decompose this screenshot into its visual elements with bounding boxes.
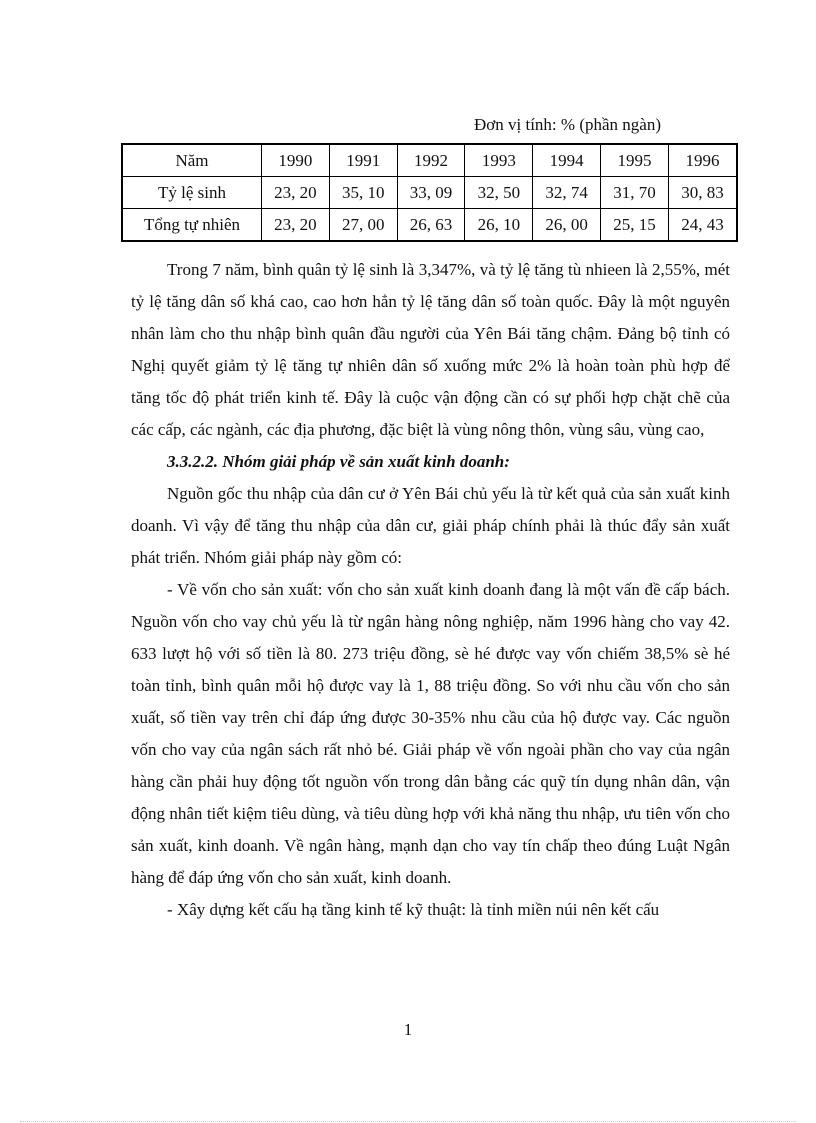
document-body	[131, 254, 730, 926]
table-row-birth-rate	[122, 177, 737, 209]
value-cell: 23, 20	[262, 177, 330, 209]
row-label-cell: Tổng tự nhiên	[122, 209, 262, 242]
section-heading: 3.3.2.2. Nhóm giải pháp về sản xuất kinh doanh:	[167, 452, 510, 471]
table-row-natural-total	[122, 209, 737, 242]
year-cell: 1991	[329, 144, 397, 177]
page-number: 1	[403, 1020, 413, 1039]
year-cell: 1995	[601, 144, 669, 177]
value-cell: 32, 74	[533, 177, 601, 209]
paragraph-population-growth: Trong 7 năm, bình quân tỷ lệ sinh là 3,347%, và tỷ lệ tăng tù nhieen là 2,55%, mét tỷ lệ tăng dân số khá cao, cao hơn hẳn tỷ lệ tăng dân số toàn quốc. Đây là một nguyên nhân làm cho thu nhập bình quân đầu người của Yên Bái tăng chậm. Đảng bộ tỉnh có Nghị quyết giảm tỷ lệ tăng tự nhiên dân số xuống mức 2% là hoàn toàn phù hợp để tăng tốc độ phát triển kinh tế. Đây là cuộc vận động cần có sự phối hợp chặt chẽ của các cấp, các ngành, các địa phương, đặc biệt là vùng nông thôn, vùng sâu, vùng cao,	[131, 260, 730, 439]
year-cell: 1996	[668, 144, 737, 177]
birth-rate-table	[121, 143, 738, 242]
value-cell: 30, 83	[668, 177, 737, 209]
year-cell: 1993	[465, 144, 533, 177]
value-cell: 25, 15	[601, 209, 669, 242]
value-cell: 23, 20	[262, 209, 330, 242]
table-header-row	[122, 144, 737, 177]
paragraph-capital: - Về vốn cho sản xuất: vốn cho sản xuất kinh doanh đang là một vấn đề cấp bách. Nguồn vốn cho vay chủ yếu là từ ngân hàng nông nghiệp, năm 1996 hàng cho vay 42. 633 lượt hộ với số tiền là 80. 273 triệu đồng, sè hé được vay vốn chiếm 38,5% sè hé toàn tỉnh, bình quân mỗi hộ được vay là 1, 88 triệu đồng. So với nhu cầu vốn cho sản xuất, số tiền vay trên chỉ đáp ứng được 30-35% nhu cầu của hộ được vay. Các nguồn vốn cho vay của ngân sách rất nhỏ bé. Giải pháp về vốn ngoài phần cho vay của ngân hàng cần phải huy động tốt nguồn vốn trong dân bằng các quỹ tín dụng nhân dân, vận động nhân tiết kiệm tiêu dùng, và tiêu dùng hợp với khả năng thu nhập, ưu tiên vốn cho sản xuất, kinh doanh. Về ngân hàng, mạnh dạn cho vay tín chấp theo đúng Luật Ngân hàng để đáp ứng vốn cho sản xuất, kinh doanh.	[131, 580, 730, 887]
value-cell: 26, 10	[465, 209, 533, 242]
row-label-cell: Tỷ lệ sinh	[122, 177, 262, 209]
value-cell: 33, 09	[397, 177, 465, 209]
year-cell: 1990	[262, 144, 330, 177]
value-cell: 31, 70	[601, 177, 669, 209]
value-cell: 32, 50	[465, 177, 533, 209]
value-cell: 35, 10	[329, 177, 397, 209]
value-cell: 26, 63	[397, 209, 465, 242]
value-cell: 24, 43	[668, 209, 737, 242]
value-cell: 27, 00	[329, 209, 397, 242]
paragraph-infrastructure: - Xây dựng kết cấu hạ tầng kinh tế kỹ thuật: là tỉnh miền núi nên kết cấu	[167, 900, 660, 919]
year-cell: 1992	[397, 144, 465, 177]
year-cell: 1994	[533, 144, 601, 177]
page-bottom-divider	[20, 1121, 796, 1122]
header-label-cell: Năm	[122, 144, 262, 177]
table-unit-caption: Đơn vị tính: % (phần ngàn)	[474, 115, 661, 134]
paragraph-income-source: Nguồn gốc thu nhập của dân cư ở Yên Bái chủ yếu là từ kết quả của sản xuất kinh doanh. Vì vậy để tăng thu nhập của dân cư, giải pháp chính phải là thúc đẩy sản xuất phát triển. Nhóm giải pháp này gồm có:	[131, 484, 730, 567]
value-cell: 26, 00	[533, 209, 601, 242]
